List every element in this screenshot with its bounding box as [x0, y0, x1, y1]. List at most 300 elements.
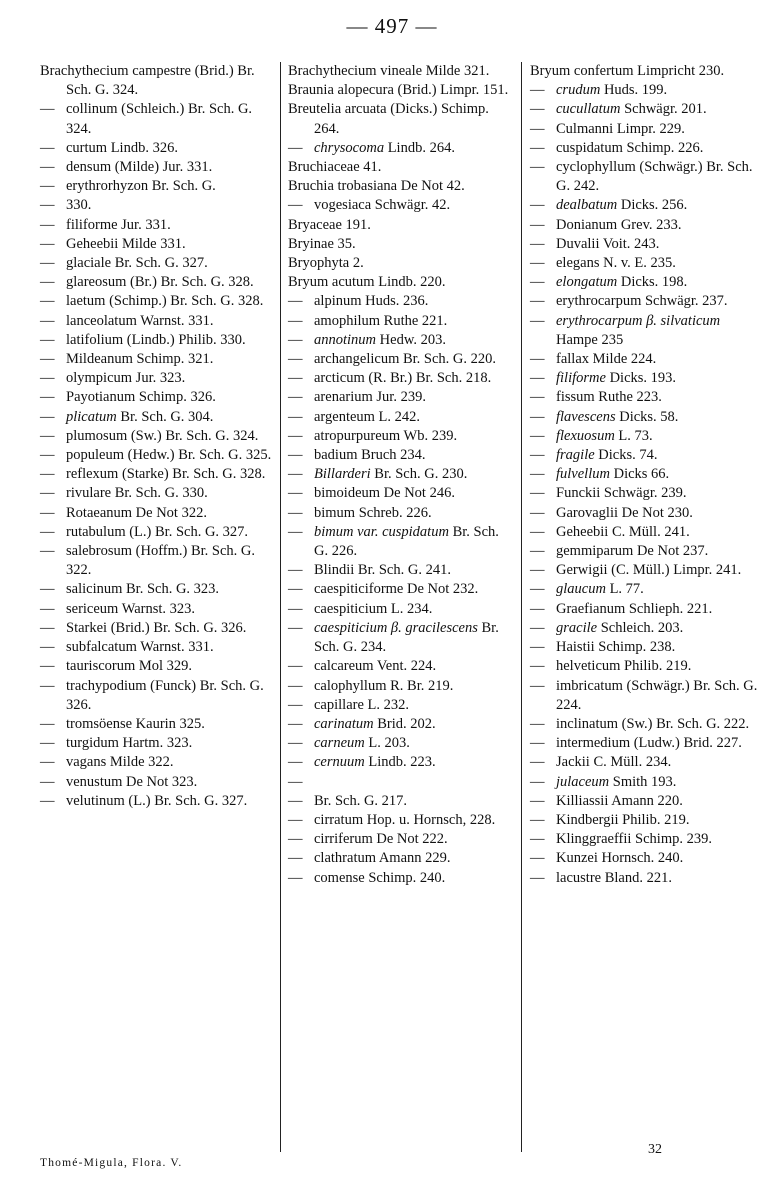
- entry-text: bimum Schreb. 226.: [314, 504, 432, 521]
- ditto-dash: —: [40, 792, 55, 809]
- entry-text: Breutelia arcuata (Dicks.) Schimp. 264.: [288, 101, 489, 137]
- entry-text: gemmiparum De Not 237.: [556, 543, 709, 560]
- ditto-dash: —: [288, 581, 303, 598]
- entry-text: Klinggraeffii Schimp. 239.: [556, 831, 712, 848]
- entry-italic-name: carneum: [314, 735, 365, 752]
- entry-text: amophilum Ruthe 221.: [314, 312, 448, 329]
- entry-text: Kunzei Hornsch. 240.: [556, 850, 684, 867]
- ditto-dash: —: [530, 735, 545, 752]
- index-entry: [40, 657, 272, 676]
- entry-text: Gerwigii (C. Müll.) Limpr. 241.: [556, 562, 742, 579]
- entry-italic-name: crudum: [556, 82, 601, 99]
- entry-italic-name: dealbatum: [556, 197, 618, 214]
- entry-text: Bryaceae 191.: [288, 216, 371, 233]
- ditto-dash: —: [288, 735, 303, 752]
- ditto-dash: —: [40, 715, 55, 732]
- entry-italic-name: flexuosum: [556, 427, 615, 444]
- entry-text: Dicks. 198.: [620, 274, 688, 291]
- ditto-dash: —: [530, 82, 545, 99]
- entry-text: L. 73.: [618, 427, 653, 444]
- entry-text: Rotaeanum De Not 322.: [66, 504, 207, 521]
- ditto-dash: —: [40, 351, 55, 368]
- ditto-dash: —: [40, 197, 55, 214]
- entry-text: subfalcatum Warnst. 331.: [66, 639, 214, 656]
- index-entry: [530, 792, 760, 811]
- entry-text: Killiassii Amann 220.: [556, 792, 683, 809]
- index-entry: [288, 619, 514, 657]
- page-number: — 497 —: [346, 14, 438, 38]
- index-entry: [530, 254, 760, 273]
- index-entry: [530, 753, 760, 772]
- index-entry: [288, 523, 514, 561]
- index-entry: [288, 849, 514, 868]
- entry-italic-name: annotinum: [314, 331, 377, 348]
- ditto-dash: —: [288, 408, 303, 425]
- index-entry: [40, 350, 272, 369]
- index-entry: [530, 600, 760, 619]
- entry-italic-name: elongatum: [556, 274, 618, 291]
- entry-text: cuspidatum Schimp. 226.: [556, 139, 704, 156]
- ditto-dash: —: [530, 504, 545, 521]
- index-entry: [288, 216, 514, 235]
- entry-text: collinum (Schleich.) Br. Sch. G. 324.: [66, 101, 253, 137]
- ditto-dash: —: [40, 101, 55, 118]
- index-entry: [530, 388, 760, 407]
- ditto-dash: —: [40, 235, 55, 252]
- index-entry: [530, 677, 760, 715]
- index-entry: [40, 312, 272, 331]
- entry-text: turgidum Hartm. 323.: [66, 735, 193, 752]
- index-entry: [288, 580, 514, 599]
- index-entry: [530, 849, 760, 868]
- index-entry: [288, 388, 514, 407]
- ditto-dash: —: [530, 466, 545, 483]
- index-entry: [288, 81, 514, 100]
- entry-text: Brachythecium vineale Milde 321.: [288, 63, 490, 79]
- index-entry: [40, 139, 272, 158]
- ditto-dash: —: [530, 562, 545, 579]
- entry-text: comense Schimp. 240.: [314, 869, 446, 886]
- entry-text: Duvalii Voit. 243.: [556, 235, 660, 252]
- index-entry: [40, 235, 272, 254]
- index-entry: [40, 408, 272, 427]
- ditto-dash: —: [288, 139, 303, 156]
- ditto-dash: —: [40, 504, 55, 521]
- index-entry: [288, 773, 514, 811]
- index-entry: [288, 292, 514, 311]
- ditto-dash: —: [530, 581, 545, 598]
- entry-text: Braunia alopecura (Brid.) Limpr. 151.: [288, 82, 509, 99]
- ditto-dash: —: [530, 408, 545, 425]
- index-entry: [40, 100, 272, 138]
- entry-text: Geheebii Milde 331.: [66, 235, 186, 252]
- entry-text: fissum Ruthe 223.: [556, 389, 662, 406]
- entry-italic-name: caespiticium β. gracilescens: [314, 619, 478, 636]
- ditto-dash: —: [530, 312, 545, 329]
- entry-italic-name: cucullatum: [556, 101, 621, 118]
- entry-text: Kindbergii Philib. 219.: [556, 811, 690, 828]
- entry-text: cirriferum De Not 222.: [314, 831, 448, 848]
- ditto-dash: —: [530, 754, 545, 771]
- entry-text: caespiticium L. 234.: [314, 600, 433, 617]
- ditto-dash: —: [530, 831, 545, 848]
- ditto-dash: —: [40, 370, 55, 387]
- entry-italic-name: flavescens: [556, 408, 616, 425]
- index-entry: [288, 235, 514, 254]
- index-entry: [530, 312, 760, 350]
- footer-imprint: Thomé-Migula, Flora. V.: [40, 1157, 183, 1169]
- entry-text: vogesiaca Schwägr. 42.: [314, 197, 451, 214]
- index-entry: [530, 734, 760, 753]
- entry-text: tromsöense Kaurin 325.: [66, 715, 205, 732]
- index-entry: [530, 120, 760, 139]
- ditto-dash: —: [288, 696, 303, 713]
- index-entry: [40, 465, 272, 484]
- index-entry: [530, 465, 760, 484]
- index-entry: [530, 235, 760, 254]
- ditto-dash: —: [40, 639, 55, 656]
- ditto-dash: —: [530, 447, 545, 464]
- index-entry: [288, 504, 514, 523]
- ditto-dash: — —: [288, 773, 303, 809]
- index-entry: [530, 811, 760, 830]
- entry-text: glareosum (Br.) Br. Sch. G. 328.: [66, 274, 254, 291]
- entry-text: L. 203.: [368, 735, 410, 752]
- entry-text: Graefianum Schlieph. 221.: [556, 600, 713, 617]
- index-entry: [40, 196, 272, 215]
- entry-text: Bryophyta 2.: [288, 255, 364, 272]
- entry-text: Mildeanum Schimp. 321.: [66, 351, 214, 368]
- entry-text: Bryum acutum Lindb. 220.: [288, 274, 446, 291]
- ditto-dash: —: [530, 216, 545, 233]
- entry-text: intermedium (Ludw.) Brid. 227.: [556, 735, 742, 752]
- entry-text: velutinum (L.) Br. Sch. G. 327.: [66, 792, 248, 809]
- index-entry: [40, 331, 272, 350]
- entry-text: populeum (Hedw.) Br. Sch. G. 325.: [66, 447, 272, 464]
- index-entry: [288, 600, 514, 619]
- index-entry: [530, 139, 760, 158]
- index-entry: [40, 254, 272, 273]
- entry-italic-name: fulvellum: [556, 466, 610, 483]
- ditto-dash: —: [288, 293, 303, 310]
- entry-text: Bryum confertum Limpricht 230.: [530, 63, 725, 79]
- ditto-dash: —: [288, 850, 303, 867]
- entry-text: calophyllum R. Br. 219.: [314, 677, 454, 694]
- index-entry: [530, 484, 760, 503]
- index-entry: [40, 773, 272, 792]
- index-entry: [288, 677, 514, 696]
- ditto-dash: —: [530, 543, 545, 560]
- ditto-dash: —: [288, 811, 303, 828]
- entry-italic-name: julaceum: [556, 773, 610, 790]
- ditto-dash: —: [530, 293, 545, 310]
- ditto-dash: —: [288, 331, 303, 348]
- ditto-dash: —: [530, 370, 545, 387]
- index-entry: [288, 734, 514, 753]
- index-entry: [40, 542, 272, 580]
- ditto-dash: —: [530, 639, 545, 656]
- entry-text: Garovaglii De Not 230.: [556, 504, 693, 521]
- ditto-dash: —: [40, 581, 55, 598]
- ditto-dash: —: [40, 658, 55, 675]
- entry-italic-name: gracile: [556, 619, 598, 636]
- index-entry: [40, 369, 272, 388]
- entry-text: caespiticiforme De Not 232.: [314, 581, 479, 598]
- entry-text: calcareum Vent. 224.: [314, 658, 437, 675]
- entry-text: Br. Sch. G. 217.: [314, 792, 408, 809]
- ditto-dash: —: [40, 754, 55, 771]
- entry-text: plumosum (Sw.) Br. Sch. G. 324.: [66, 427, 259, 444]
- index-entry: [40, 734, 272, 753]
- index-entry: [530, 542, 760, 561]
- entry-text: lacustre Bland. 221.: [556, 869, 672, 886]
- ditto-dash: —: [288, 485, 303, 502]
- ditto-dash: —: [40, 619, 55, 636]
- entry-text: clathratum Amann 229.: [314, 850, 451, 867]
- ditto-dash: —: [530, 850, 545, 867]
- entry-text: cirratum Hop. u. Hornsch, 228.: [314, 811, 496, 828]
- index-entry: [288, 100, 514, 138]
- ditto-dash: —: [40, 293, 55, 310]
- entry-text: glaciale Br. Sch. G. 327.: [66, 255, 208, 272]
- index-entry: [40, 158, 272, 177]
- entry-italic-name: Billarderi: [314, 466, 371, 483]
- index-entry: [288, 446, 514, 465]
- index-entry: [530, 408, 760, 427]
- ditto-dash: —: [40, 331, 55, 348]
- index-entry: [40, 446, 272, 465]
- index-entry: [288, 830, 514, 849]
- entry-italic-name: bimum var. cuspidatum: [314, 523, 449, 540]
- ditto-dash: —: [288, 869, 303, 886]
- entry-text: Brachythecium campestre (Brid.) Br. Sch. G. 324.: [40, 63, 255, 99]
- entry-italic-name: plicatum: [66, 408, 117, 425]
- index-entry: [530, 292, 760, 311]
- entry-text: Schleich. 203.: [600, 619, 684, 636]
- entry-text: capillare L. 232.: [314, 696, 410, 713]
- entry-text: Starkei (Brid.) Br. Sch. G. 326.: [66, 619, 247, 636]
- ditto-dash: —: [530, 139, 545, 156]
- ditto-dash: —: [288, 351, 303, 368]
- entry-text: Funckii Schwägr. 239.: [556, 485, 687, 502]
- entry-text: Culmanni Limpr. 229.: [556, 120, 685, 137]
- entry-text: alpinum Huds. 236.: [314, 293, 429, 310]
- index-entry: [40, 638, 272, 657]
- index-entry: [40, 292, 272, 311]
- entry-text: rutabulum (L.) Br. Sch. G. 327.: [66, 523, 249, 540]
- entry-text: Schwägr. 201.: [624, 101, 707, 118]
- index-entry: [530, 657, 760, 676]
- ditto-dash: —: [288, 600, 303, 617]
- entry-text: Dicks. 256.: [620, 197, 688, 214]
- entry-text: Jackii C. Müll. 234.: [556, 754, 672, 771]
- ditto-dash: —: [288, 754, 303, 771]
- index-entry: [288, 350, 514, 369]
- index-entry: [288, 139, 514, 158]
- column-divider: [521, 62, 522, 1152]
- entry-italic-name: glaucum: [556, 581, 606, 598]
- index-entry: [530, 561, 760, 580]
- ditto-dash: —: [40, 466, 55, 483]
- ditto-dash: —: [288, 658, 303, 675]
- index-entry: [40, 427, 272, 446]
- ditto-dash: —: [288, 831, 303, 848]
- entry-text: imbricatum (Schwägr.) Br. Sch. G. 224.: [556, 677, 758, 713]
- ditto-dash: —: [40, 427, 55, 444]
- ditto-dash: —: [40, 735, 55, 752]
- entry-text: lanceolatum Warnst. 331.: [66, 312, 214, 329]
- entry-text: 330.: [66, 197, 92, 214]
- entry-text: archangelicum Br. Sch. G. 220.: [314, 351, 497, 368]
- ditto-dash: —: [40, 312, 55, 329]
- index-entry: [288, 177, 514, 196]
- entry-italic-name: chrysocoma: [314, 139, 385, 156]
- ditto-dash: —: [288, 715, 303, 732]
- ditto-dash: —: [530, 120, 545, 137]
- entry-text: Dicks. 58.: [619, 408, 679, 425]
- index-entry: [530, 773, 760, 792]
- index-entry: [288, 273, 514, 292]
- entry-text: Donianum Grev. 233.: [556, 216, 682, 233]
- entry-text: erythrocarpum Schwägr. 237.: [556, 293, 728, 310]
- index-entry: [40, 177, 272, 196]
- ditto-dash: —: [40, 773, 55, 790]
- ditto-dash: —: [288, 504, 303, 521]
- ditto-dash: —: [530, 792, 545, 809]
- index-entry: [40, 216, 272, 235]
- entry-text: Br. Sch. G. 234.: [314, 619, 499, 656]
- ditto-dash: —: [530, 159, 545, 176]
- index-entry: [530, 196, 760, 215]
- index-entry: [288, 331, 514, 350]
- index-entry: [530, 81, 760, 100]
- entry-text: Bruchia trobasiana De Not 42.: [288, 178, 465, 195]
- entry-text: Huds. 199.: [603, 82, 668, 99]
- ditto-dash: —: [530, 715, 545, 732]
- entry-text: Hampe 235: [556, 331, 624, 348]
- index-entry: [288, 561, 514, 580]
- entry-text: salebrosum (Hoffm.) Br. Sch. G. 322.: [66, 543, 256, 579]
- entry-text: helveticum Philib. 219.: [556, 658, 692, 675]
- entry-text: laetum (Schimp.) Br. Sch. G. 328.: [66, 293, 264, 310]
- ditto-dash: —: [288, 562, 303, 579]
- ditto-dash: —: [530, 677, 545, 694]
- entry-text: argenteum L. 242.: [314, 408, 421, 425]
- ditto-dash: —: [40, 677, 55, 694]
- index-entry: [530, 504, 760, 523]
- ditto-dash: —: [40, 255, 55, 272]
- index-entry: [530, 216, 760, 235]
- ditto-dash: —: [530, 389, 545, 406]
- entry-text: venustum De Not 323.: [66, 773, 198, 790]
- index-entry: [288, 657, 514, 676]
- entry-text: trachypodium (Funck) Br. Sch. G. 326.: [66, 677, 264, 713]
- entry-text: Dicks. 74.: [598, 447, 658, 464]
- ditto-dash: —: [530, 619, 545, 636]
- index-entry: [530, 830, 760, 849]
- entry-text: arcticum (R. Br.) Br. Sch. 218.: [314, 370, 492, 387]
- ditto-dash: —: [40, 447, 55, 464]
- index-entry: [530, 869, 760, 888]
- index-entry: [40, 504, 272, 523]
- index-entry: [288, 465, 514, 484]
- entry-text: salicinum Br. Sch. G. 323.: [66, 581, 220, 598]
- ditto-dash: —: [40, 139, 55, 156]
- ditto-dash: —: [530, 101, 545, 118]
- entry-italic-name: erythrocarpum β. silvaticum: [556, 312, 721, 329]
- ditto-dash: —: [530, 235, 545, 252]
- entry-text: sericeum Warnst. 323.: [66, 600, 196, 617]
- entry-text: tauriscorum Mol 329.: [66, 658, 193, 675]
- index-entry: [40, 753, 272, 772]
- index-entry: [40, 523, 272, 542]
- ditto-dash: —: [530, 658, 545, 675]
- ditto-dash: —: [530, 351, 545, 368]
- index-entry: [288, 408, 514, 427]
- index-entry: [530, 350, 760, 369]
- entry-text: rivulare Br. Sch. G. 330.: [66, 485, 208, 502]
- ditto-dash: —: [530, 773, 545, 790]
- entry-text: arenarium Jur. 239.: [314, 389, 426, 406]
- index-entry: [530, 523, 760, 542]
- ditto-dash: —: [530, 485, 545, 502]
- entry-text: latifolium (Lindb.) Philib. 330.: [66, 331, 246, 348]
- column-divider: [280, 62, 281, 1152]
- index-entry: [530, 273, 760, 292]
- entry-italic-name: cernuum: [314, 754, 365, 771]
- ditto-dash: —: [530, 600, 545, 617]
- ditto-dash: —: [288, 447, 303, 464]
- entry-text: cyclophyllum (Schwägr.) Br. Sch. G. 242.: [556, 159, 753, 195]
- index-entry: [288, 869, 514, 888]
- ditto-dash: —: [288, 619, 303, 636]
- index-column-2: [288, 62, 514, 888]
- entry-italic-name: carinatum: [314, 715, 374, 732]
- entry-text: badium Bruch 234.: [314, 447, 426, 464]
- entry-text: Bryinae 35.: [288, 235, 356, 252]
- ditto-dash: —: [40, 543, 55, 560]
- entry-text: elegans N. v. E. 235.: [556, 255, 676, 272]
- entry-text: fallax Milde 224.: [556, 351, 657, 368]
- entry-text: Blindii Br. Sch. G. 241.: [314, 562, 451, 579]
- ditto-dash: —: [288, 197, 303, 214]
- index-entry: [40, 677, 272, 715]
- entry-text: Bruchiaceae 41.: [288, 159, 382, 176]
- index-entry: [40, 715, 272, 734]
- index-entry: [288, 715, 514, 734]
- index-entry: [530, 638, 760, 657]
- entry-text: Dicks. 193.: [609, 370, 677, 387]
- entry-text: erythrorhyzon Br. Sch. G.: [66, 178, 216, 195]
- index-entry: [288, 254, 514, 273]
- entry-text: atropurpureum Wb. 239.: [314, 427, 458, 444]
- index-entry: [288, 811, 514, 830]
- entry-text: Br. Sch. G. 230.: [374, 466, 468, 483]
- entry-text: inclinatum (Sw.) Br. Sch. G. 222.: [556, 715, 750, 732]
- ditto-dash: —: [40, 389, 55, 406]
- ditto-dash: —: [530, 869, 545, 886]
- entry-text: vagans Milde 322.: [66, 754, 174, 771]
- index-entry: [40, 388, 272, 407]
- index-entry: [40, 273, 272, 292]
- ditto-dash: —: [40, 523, 55, 540]
- ditto-dash: —: [530, 427, 545, 444]
- index-entry: [288, 484, 514, 503]
- ditto-dash: —: [40, 600, 55, 617]
- entry-text: Payotianum Schimp. 326.: [66, 389, 216, 406]
- entry-text: Lindb. 223.: [368, 754, 436, 771]
- ditto-dash: —: [288, 370, 303, 387]
